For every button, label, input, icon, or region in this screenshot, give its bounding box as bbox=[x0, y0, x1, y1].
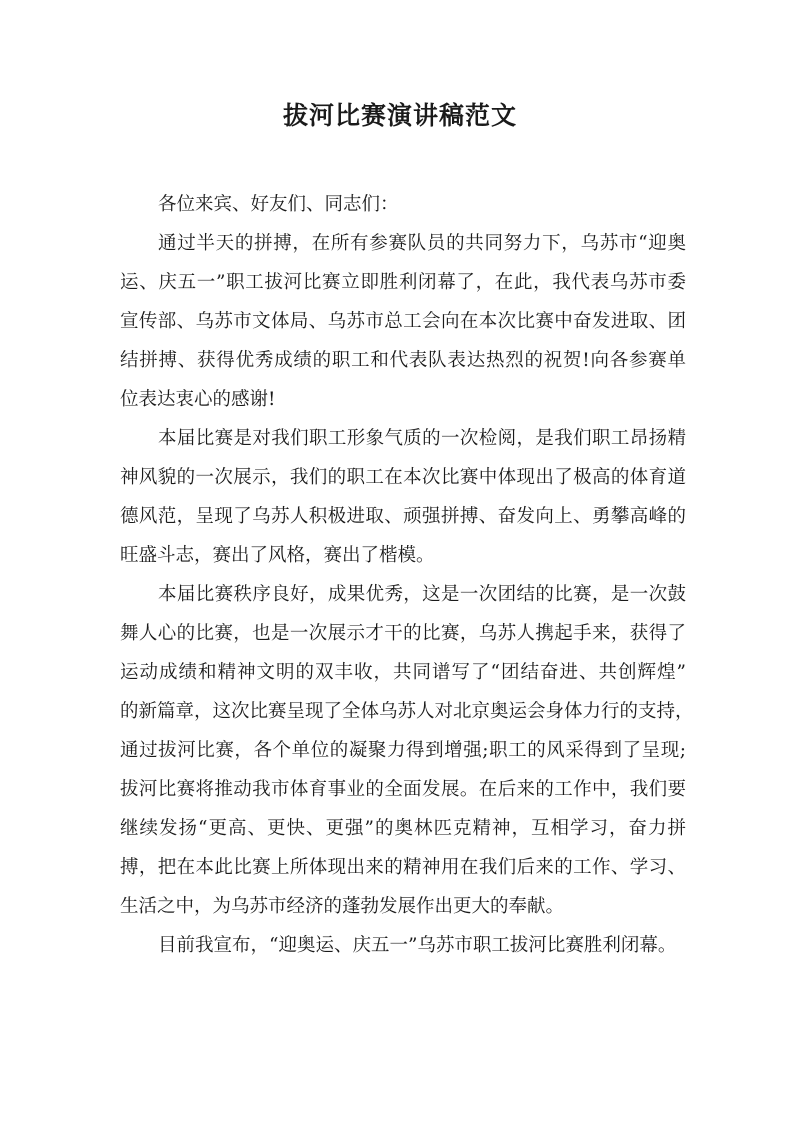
text-line: 本届比赛秩序良好，成果优秀，这是一次团结的比赛，是一次鼓 bbox=[158, 584, 686, 605]
greeting: 各位来宾、好友们、同志们： bbox=[158, 194, 399, 215]
paragraph-2 bbox=[120, 419, 686, 575]
text-line: 生活之中，为乌苏市经济的蓬勃发展作出更大的奉献。 bbox=[120, 896, 565, 917]
paragraph-1 bbox=[120, 224, 686, 419]
text-line: 舞人心的比赛，也是一次展示才干的比赛，乌苏人携起手来，获得了 bbox=[120, 623, 686, 644]
text-line: 目前我宣布，“迎奥运、庆五一”乌苏市职工拔河比赛胜利闭幕。 bbox=[158, 935, 677, 956]
text-line: 的新篇章，这次比赛呈现了全体乌苏人对北京奥运会身体力行的支持， bbox=[120, 701, 694, 722]
text-line: 通过拔河比赛，各个单位的凝聚力得到增强;职工的风采得到了呈现; bbox=[120, 740, 686, 761]
text-line: 旺盛斗志，赛出了风格，赛出了楷模。 bbox=[120, 545, 435, 566]
text-line: 运、庆五一”职工拔河比赛立即胜利闭幕了，在此，我代表乌苏市委 bbox=[120, 272, 686, 293]
text-line: 德风范，呈现了乌苏人积极进取、顽强拼搏、奋发向上、勇攀高峰的 bbox=[120, 506, 686, 527]
document-body bbox=[120, 185, 694, 965]
text-line: 位表达衷心的感谢! bbox=[120, 389, 276, 410]
text-line: 搏，把在本此比赛上所体现出来的精神用在我们后来的工作、学习、 bbox=[120, 857, 686, 878]
paragraph-4 bbox=[120, 926, 686, 965]
text-line: 拔河比赛将推动我市体育事业的全面发展。在后来的工作中，我们要 bbox=[120, 779, 686, 800]
text-line: 通过半天的拼搏，在所有参赛队员的共同努力下，乌苏市“迎奥 bbox=[158, 233, 686, 254]
paragraph-3 bbox=[120, 575, 694, 926]
text-line: 运动成绩和精神文明的双丰收，共同谱写了“团结奋进、共创辉煌” bbox=[120, 662, 686, 683]
text-line: 继续发扬“更高、更快、更强”的奥林匹克精神，互相学习，奋力拼 bbox=[120, 818, 686, 839]
text-line: 本届比赛是对我们职工形象气质的一次检阅，是我们职工昂扬精 bbox=[158, 428, 686, 449]
text-line: 神风貌的一次展示，我们的职工在本次比赛中体现出了极高的体育道 bbox=[120, 467, 686, 488]
text-line: 结拼搏、获得优秀成绩的职工和代表队表达热烈的祝贺!向各参赛单 bbox=[120, 350, 686, 371]
page-title: 拔河比赛演讲稿范文 bbox=[282, 101, 517, 130]
text-line: 宣传部、乌苏市文体局、乌苏市总工会向在本次比赛中奋发进取、团 bbox=[120, 311, 686, 332]
